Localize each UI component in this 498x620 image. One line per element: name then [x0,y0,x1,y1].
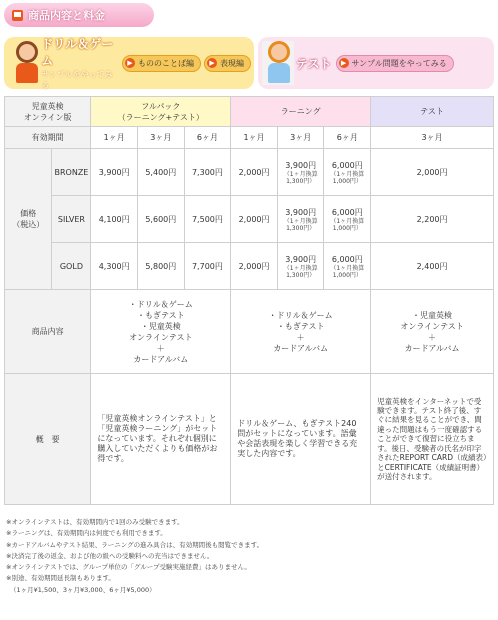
monitor-icon [12,10,23,21]
price-cell: 2,000円 [231,243,278,290]
summary-learning: ドリル＆ゲーム、もぎテスト240問がセットになっています。語彙や会話表現を楽しく学習できる充実した内容です。 [231,374,371,505]
learning-header: ラーニング [231,97,371,127]
content-label: 商品内容 [5,290,91,374]
drill-game-panel [4,37,254,89]
mono-kotoba-button[interactable]: ▶ もののことば編 [122,55,201,72]
price-label: 価格 （税込） [5,149,52,290]
period-label: 有効期間 [5,127,91,149]
period-cell: 3ヶ月 [371,127,494,149]
period-cell: 6ヶ月 [324,127,371,149]
drill-game-title[interactable]: ドリル＆ゲーム サンプルをやってみる [41,37,114,90]
test-header: テスト [371,97,494,127]
grade-bronze: BRONZE [52,149,91,196]
corner-label: 児童英検 オンライン版 [5,97,91,127]
section-header [4,3,154,27]
summary-test: 児童英検をインターネットで受験できます。テスト終了後、すぐに結果を見ることができ、間違った問題はもう一度確認することができて復習に役立ちます。後日、受験者の氏名が印字されたREPORT CARD（成績表）とCERTIFICATE（成績証明書）が送付されます。 [371,374,494,505]
full-pack-header: フルパック （ラーニング+テスト） [91,97,231,127]
price-cell: 3,900円 （1ヶ月換算 1,300円） [277,149,324,196]
note-item: ※オンラインテストでは、グループ単位の「グループ受験実施経費」はありません。 [6,563,251,572]
arrow-right-icon: ▶ [339,58,349,68]
sample-banner [4,37,494,89]
content-learning: ・ドリル＆ゲーム ・もぎテスト ＋ カードアルバム [231,290,371,374]
arrow-right-icon: ▶ [125,58,135,68]
price-cell: 5,600円 [137,196,184,243]
content-full: ・ドリル＆ゲーム ・もぎテスト ・児童英検 オンラインテスト ＋ カードアルバム [91,290,231,374]
grade-gold: GOLD [52,243,91,290]
period-cell: 3ヶ月 [137,127,184,149]
hyogen-button[interactable]: ▶ 表現編 [204,55,251,72]
test-sample-button[interactable]: ▶ サンプル問題をやってみる [336,55,454,72]
price-cell: 2,400円 [371,243,494,290]
notes-list [6,517,494,596]
price-cell: 6,000円 （1ヶ月換算 1,000円） [324,149,371,196]
price-cell: 2,200円 [371,196,494,243]
price-cell: 7,300円 [184,149,231,196]
section-title: 商品内容と料金 [28,9,105,22]
price-cell: 4,100円 [91,196,138,243]
price-cell: 5,400円 [137,149,184,196]
note-item: ※オンラインテストは、有効期間内で1回のみ受験できます。 [6,518,184,526]
table-row [5,374,494,505]
note-item: ※ラーニングは、有効期間内は何度でも利用できます。 [6,529,167,538]
price-cell: 2,000円 [231,149,278,196]
table-row [5,290,494,374]
note-item: ※カードアルバムやテスト結果、ラーニングの進み具合は、有効期間後も閲覧できます。 [6,540,264,549]
summary-full: 「児童英検オンラインテスト」と「児童英検ラーニング」がセットになっています。それぞれ個別に購入していただくよりも価格がお得です。 [91,374,231,505]
price-cell: 7,500円 [184,196,231,243]
period-cell: 1ヶ月 [91,127,138,149]
girl-illustration-icon [262,41,294,85]
period-cell: 6ヶ月 [184,127,231,149]
content-test: ・児童英検 オンラインテスト ＋ カードアルバム [371,290,494,374]
price-cell: 3,900円 （1ヶ月換算 1,300円） [277,196,324,243]
price-table [4,96,494,505]
table-row [5,243,494,290]
price-cell: 6,000円 （1ヶ月換算 1,000円） [324,243,371,290]
price-cell: 5,800円 [137,243,184,290]
price-cell: 2,000円 [231,196,278,243]
price-cell: 2,000円 [371,149,494,196]
table-row [5,196,494,243]
price-cell: 6,000円 （1ヶ月換算 1,000円） [324,196,371,243]
note-item: （1ヶ月¥1,500、3ヶ月¥3,000、6ヶ月¥5,000） [10,585,156,594]
price-cell: 3,900円 [91,149,138,196]
arrow-right-icon: ▶ [207,58,217,68]
table-row [5,149,494,196]
summary-label: 概 要 [5,374,91,505]
note-item: ※決済完了後の返金、および他の級への受験料への充当はできません。 [6,551,214,560]
note-item: ※別途、有効期間延長制もあります。 [6,574,115,583]
grade-silver: SILVER [52,196,91,243]
price-cell: 4,300円 [91,243,138,290]
period-cell: 1ヶ月 [231,127,278,149]
test-panel [258,37,494,89]
price-cell: 7,700円 [184,243,231,290]
boy-illustration-icon [10,41,39,85]
period-cell: 3ヶ月 [277,127,324,149]
price-cell: 3,900円 （1ヶ月換算 1,300円） [277,243,324,290]
test-title[interactable]: テスト [296,56,332,71]
